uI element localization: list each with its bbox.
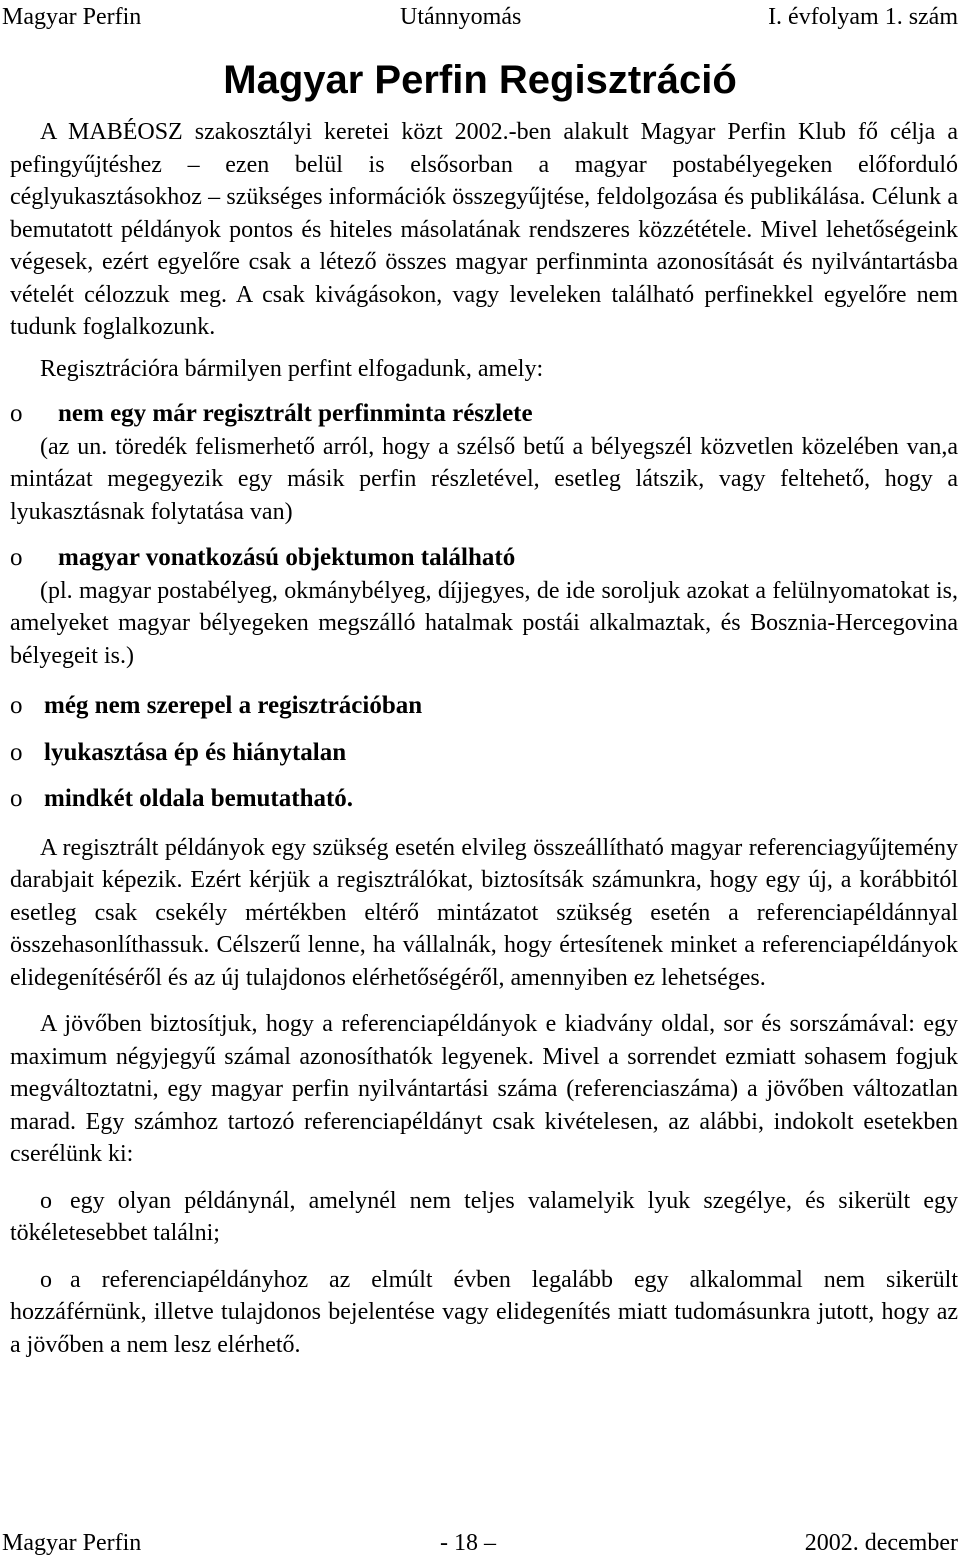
criteria-item <box>10 690 958 723</box>
footer-publication: Magyar Perfin <box>2 1530 142 1556</box>
bullet-marker: o <box>10 692 23 719</box>
bullet-marker: o <box>40 1266 52 1293</box>
registration-intro: Regisztrációra bármilyen perfint elfogadunk, amely: <box>40 355 544 382</box>
criteria-text: még nem szerepel a regisztrációban <box>44 692 423 719</box>
page-title: Magyar Perfin Regisztráció <box>223 58 737 102</box>
criteria-item <box>10 398 958 431</box>
footer-date: 2002. december <box>804 1530 958 1556</box>
criteria-item <box>10 737 958 770</box>
header-issue: I. évfolyam 1. szám <box>768 4 958 30</box>
future-paragraph: A jövőben biztosítjuk, hogy a referenciapéldányok e kiadvány oldal, sor és sorszámával: egy maximum négyjegyű számal azonosíthatók legyenek. Mivel a sorrendet ezmiatt sohasem fogjuk megváltoztatni, egy magyar perfin nyilvántartási száma (referenciaszáma) a jövőben változatlan marad. Egy számhoz tartozó referenciapéldányt csak kivételesen, az alábbi, indokolt esetekben cserélünk ki: <box>10 1011 958 1167</box>
bullet-marker: o <box>40 1187 52 1214</box>
page-header <box>0 2 960 32</box>
bullet-marker: o <box>10 738 23 766</box>
criteria-text: nem egy már regisztrált perfinminta részlete <box>58 400 533 427</box>
header-publication: Magyar Perfin <box>2 4 142 30</box>
bullet-marker: o <box>10 400 23 427</box>
intro-paragraph: A MABÉOSZ szakosztályi keretei közt 2002.-ben alakult Magyar Perfin Klub fő célja a pefingyűjtéshez – ezen belül is elsősorban a magyar postabélyegeken előforduló céglyukasztásokhoz – szükséges információk összegyűjtése, feldolgozása és publikálása. Célunk a bemutatott példányok pontos és hiteles másolatának rendszeres közzététele. Mivel lehetőségeink végesek, ezért egyelőre csak a létező összes magyar perfinminta azonosítását és nyilvántartásba vételét célozzuk meg. A csak kivágásokon, vagy leveleken található perfinekkel egyelőre nem tudunk foglalkozunk. <box>10 119 958 340</box>
criteria-text: mindkét oldala bemutatható. <box>44 785 354 812</box>
exception-text: a referenciapéldányhoz az elmúlt évben legalább egy alkalommal nem sikerült hozzáférnünk, illetve tulajdonos bejelentése vagy elidegenítés miatt tudomásunkra jutott, hogy az a jövőben a nem lesz elérhető. <box>10 1266 958 1358</box>
header-section: Utánnyomás <box>400 4 522 30</box>
criteria-note: (pl. magyar postabélyeg, okmánybélyeg, díjjegyes, de ide soroljuk azokat a felülnyomatokat is, amelyeket magyar bélyegeken megszálló hatalmak postái alkalmaztak, és Bosznia-Hercegovina bélyegeit is.) <box>10 577 958 669</box>
criteria-item <box>10 783 958 816</box>
collection-paragraph: A regisztrált példányok egy szükség esetén elvileg összeállítható magyar referenciagyűjtemény darabjait képezik. Ezért kérjük a regisztrálókat, biztosítsák számunkra, hogy egy új, a korábbitól esetleg csak csekély mértékben eltérő mintázatot szükség esetén a referenciapéldánnyal összehasonlíthassuk. Célszerű lenne, ha vállalnák, hogy értesítenek minket a referenciapéldányok elidegenítéséről és az új tulajdonos elérhetőségéről, amennyiben ez lehetséges. <box>10 834 958 991</box>
article-body <box>10 116 958 1361</box>
criteria-note: (az un. töredék felismerhető arról, hogy a szélső betű a bélyegszél közvetlen közelében van,a mintázat megegyezik egy másik perfin részletével, esetleg látszik, vagy feltehető, hogy a lyukasztásnak folytatása van) <box>10 433 958 525</box>
criteria-text: lyukasztása ép és hiánytalan <box>44 738 347 766</box>
exception-item <box>10 1264 958 1362</box>
criteria-text: magyar vonatkozású objektumon található <box>58 544 516 571</box>
exception-item <box>10 1185 958 1250</box>
page-footer <box>0 1526 960 1560</box>
exception-text: egy olyan példánynál, amelynél nem teljes valamelyik lyuk szegélye, és sikerült egy tökéletesebbet találni; <box>10 1187 958 1246</box>
bullet-marker: o <box>10 544 23 571</box>
bullet-marker: o <box>10 785 23 812</box>
criteria-item <box>10 542 958 575</box>
page-number: - 18 – <box>440 1530 496 1556</box>
